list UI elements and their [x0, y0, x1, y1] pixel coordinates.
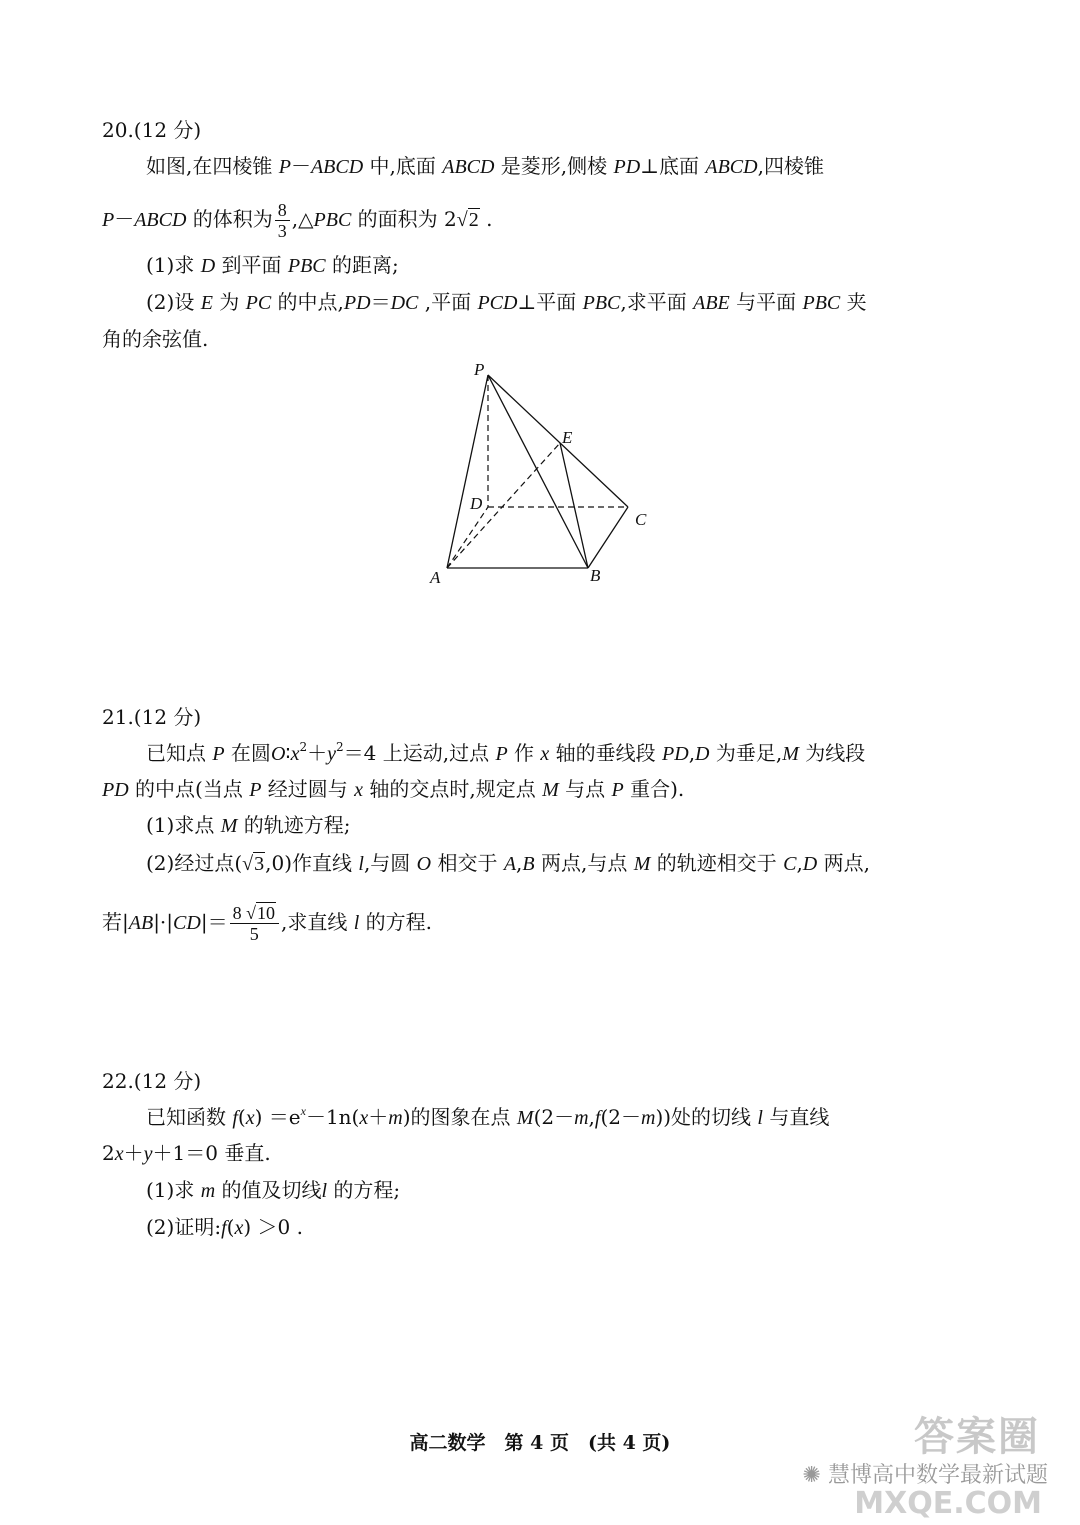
sqrt-three: √3 [242, 853, 265, 875]
watermark-logo: 答案圈 [914, 1414, 1040, 1460]
pyramid-figure [420, 355, 670, 595]
q21-part2-cont: 若|AB|·|CD|＝ $\frac{8 √10}{5}$ ,求直线 l 的方程. [102, 903, 432, 944]
q22-header: 22.(12 分) [102, 1069, 202, 1093]
sqrt-two: √2 [456, 209, 479, 231]
product-fraction: $\frac{8 √10}{5}$ [230, 903, 279, 944]
segment-AE-hidden [447, 443, 560, 568]
label-A: A [430, 568, 441, 587]
q21-part1: (1)求点 M 的轨迹方程; [146, 813, 351, 837]
volume-fraction: $\frac{8}{3}$ [275, 200, 290, 241]
watermark-url: MXQE.COM [854, 1486, 1042, 1521]
q22-line1: 已知函数 $f(x) =e^x-1n(x+m)$的图象在点 M(2－m,f(2－m))处的切线 l 与直线 [146, 1104, 830, 1129]
edge-BC [588, 507, 628, 568]
q21-header: 21.(12 分) [102, 705, 202, 729]
edge-PB [488, 375, 588, 568]
q22-line2: 2x＋y＋1＝0 垂直. [102, 1141, 271, 1165]
q22-part2: (2)证明:f(x) ＞0 . [146, 1215, 303, 1239]
label-E: E [562, 428, 573, 447]
q22-part1: (1)求 m 的值及切线l 的方程; [146, 1178, 401, 1202]
q21-line1: 已知点 P 在圆$O∶x^2+y^2=4$ 上运动,过点 P 作 x 轴的垂线段 PD,D 为垂足,M 为线段 [146, 740, 866, 765]
q20-line1: 如图,在四棱锥 P－ABCD 中,底面 ABCD 是菱形,侧棱 PD⊥底面 ABCD,四棱锥 [146, 154, 824, 178]
q20-header: 20.(12 分) [102, 118, 202, 142]
label-C: C [635, 510, 647, 529]
edge-PC [488, 375, 628, 507]
q21-part2: (2)经过点(√3,0)作直线 l,与圆 O 相交于 A,B 两点,与点 M 的轨迹相交于 C,D 两点, [146, 851, 870, 875]
label-D: D [470, 494, 483, 513]
edge-PA [447, 375, 488, 568]
watermark-account: ✺ 慧博高中数学最新试题 [802, 1463, 1048, 1488]
page-footer: 高二数学 第 4 页 (共 4 页) [409, 1432, 671, 1454]
q20-part1: (1)求 D 到平面 PBC 的距离; [146, 253, 399, 277]
label-P: P [474, 360, 485, 379]
q20-line2: P－ABCD 的体积为 $\frac{8}{3}$ ,△PBC 的面积为 2√2 . [102, 200, 493, 241]
q20-part2: (2)设 E 为 PC 的中点,PD＝DC ,平面 PCD⊥平面 PBC,求平面 ABE 与平面 PBC 夹 [146, 290, 867, 314]
q20-part2-cont: 角的余弦值. [102, 327, 209, 351]
label-B: B [590, 566, 601, 585]
wechat-icon: ✺ [802, 1463, 828, 1488]
segment-EB [560, 443, 588, 568]
q21-line2: PD 的中点(当点 P 经过圆与 x 轴的交点时,规定点 M 与点 P 重合). [102, 777, 685, 801]
